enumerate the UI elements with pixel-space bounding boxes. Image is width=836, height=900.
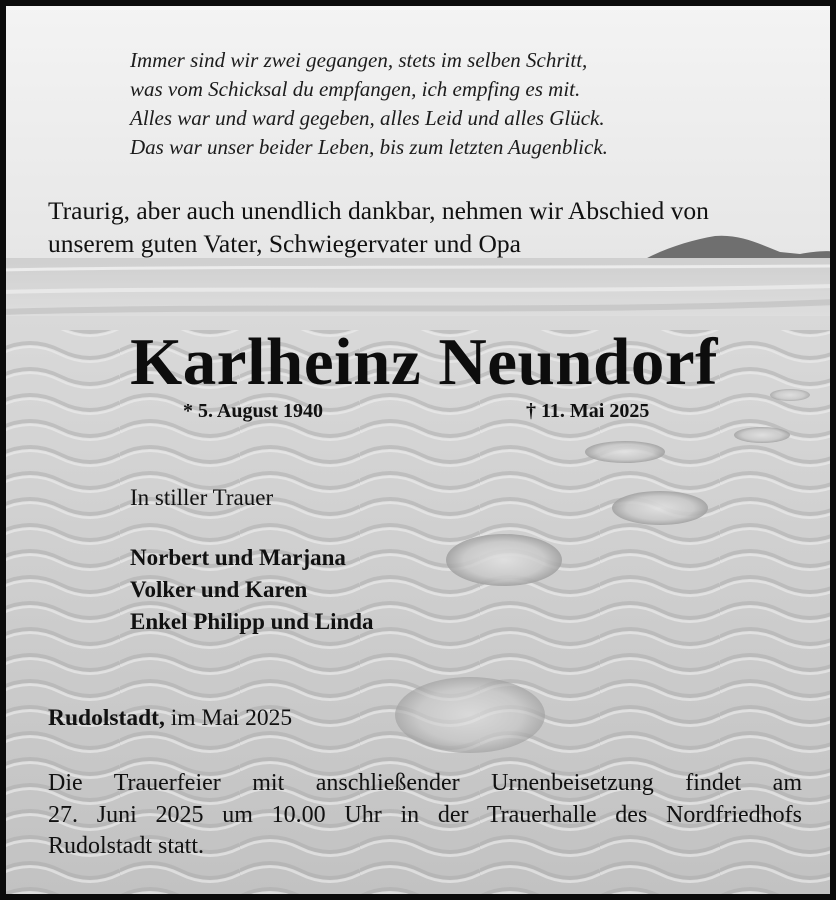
poem-verse <box>130 46 608 162</box>
intro-text <box>48 194 709 260</box>
family-member: Enkel Philipp und Linda <box>130 609 374 634</box>
poem-line: Das war unser beider Leben, bis zum letzten Augenblick. <box>130 135 608 159</box>
intro-line: unserem guten Vater, Schwiegervater und Opa <box>48 229 521 258</box>
mourning-heading: In stiller Trauer <box>130 485 274 510</box>
family-member: Volker und Karen <box>130 577 308 602</box>
service-line: Rudolstadt statt. <box>48 833 204 859</box>
funeral-service-info <box>48 768 802 863</box>
place-city: Rudolstadt, <box>48 705 165 731</box>
family-member: Norbert und Marjana <box>130 545 346 570</box>
service-line: Die Trauerfeier mit anschließender Urnenbeisetzung findet am <box>48 770 802 796</box>
death-date: † 11. Mai 2025 <box>526 400 650 422</box>
service-line: 27. Juni 2025 um 10.00 Uhr in der Trauerhalle des Nordfriedhofs <box>48 801 802 828</box>
family-list <box>130 542 374 638</box>
intro-line: Traurig, aber auch unendlich dankbar, nehmen wir Abschied von <box>48 196 709 225</box>
poem-line: Alles war und ward gegeben, alles Leid und alles Glück. <box>130 106 605 130</box>
birth-date: * 5. August 1940 <box>183 400 324 422</box>
place-date <box>48 705 292 732</box>
place-month: im Mai 2025 <box>164 705 293 731</box>
poem-line: was vom Schicksal du empfangen, ich empfing es mit. <box>130 77 581 101</box>
deceased-name: Karlheinz Neundorf <box>130 325 718 399</box>
poem-line: Immer sind wir zwei gegangen, stets im selben Schritt, <box>130 48 588 72</box>
